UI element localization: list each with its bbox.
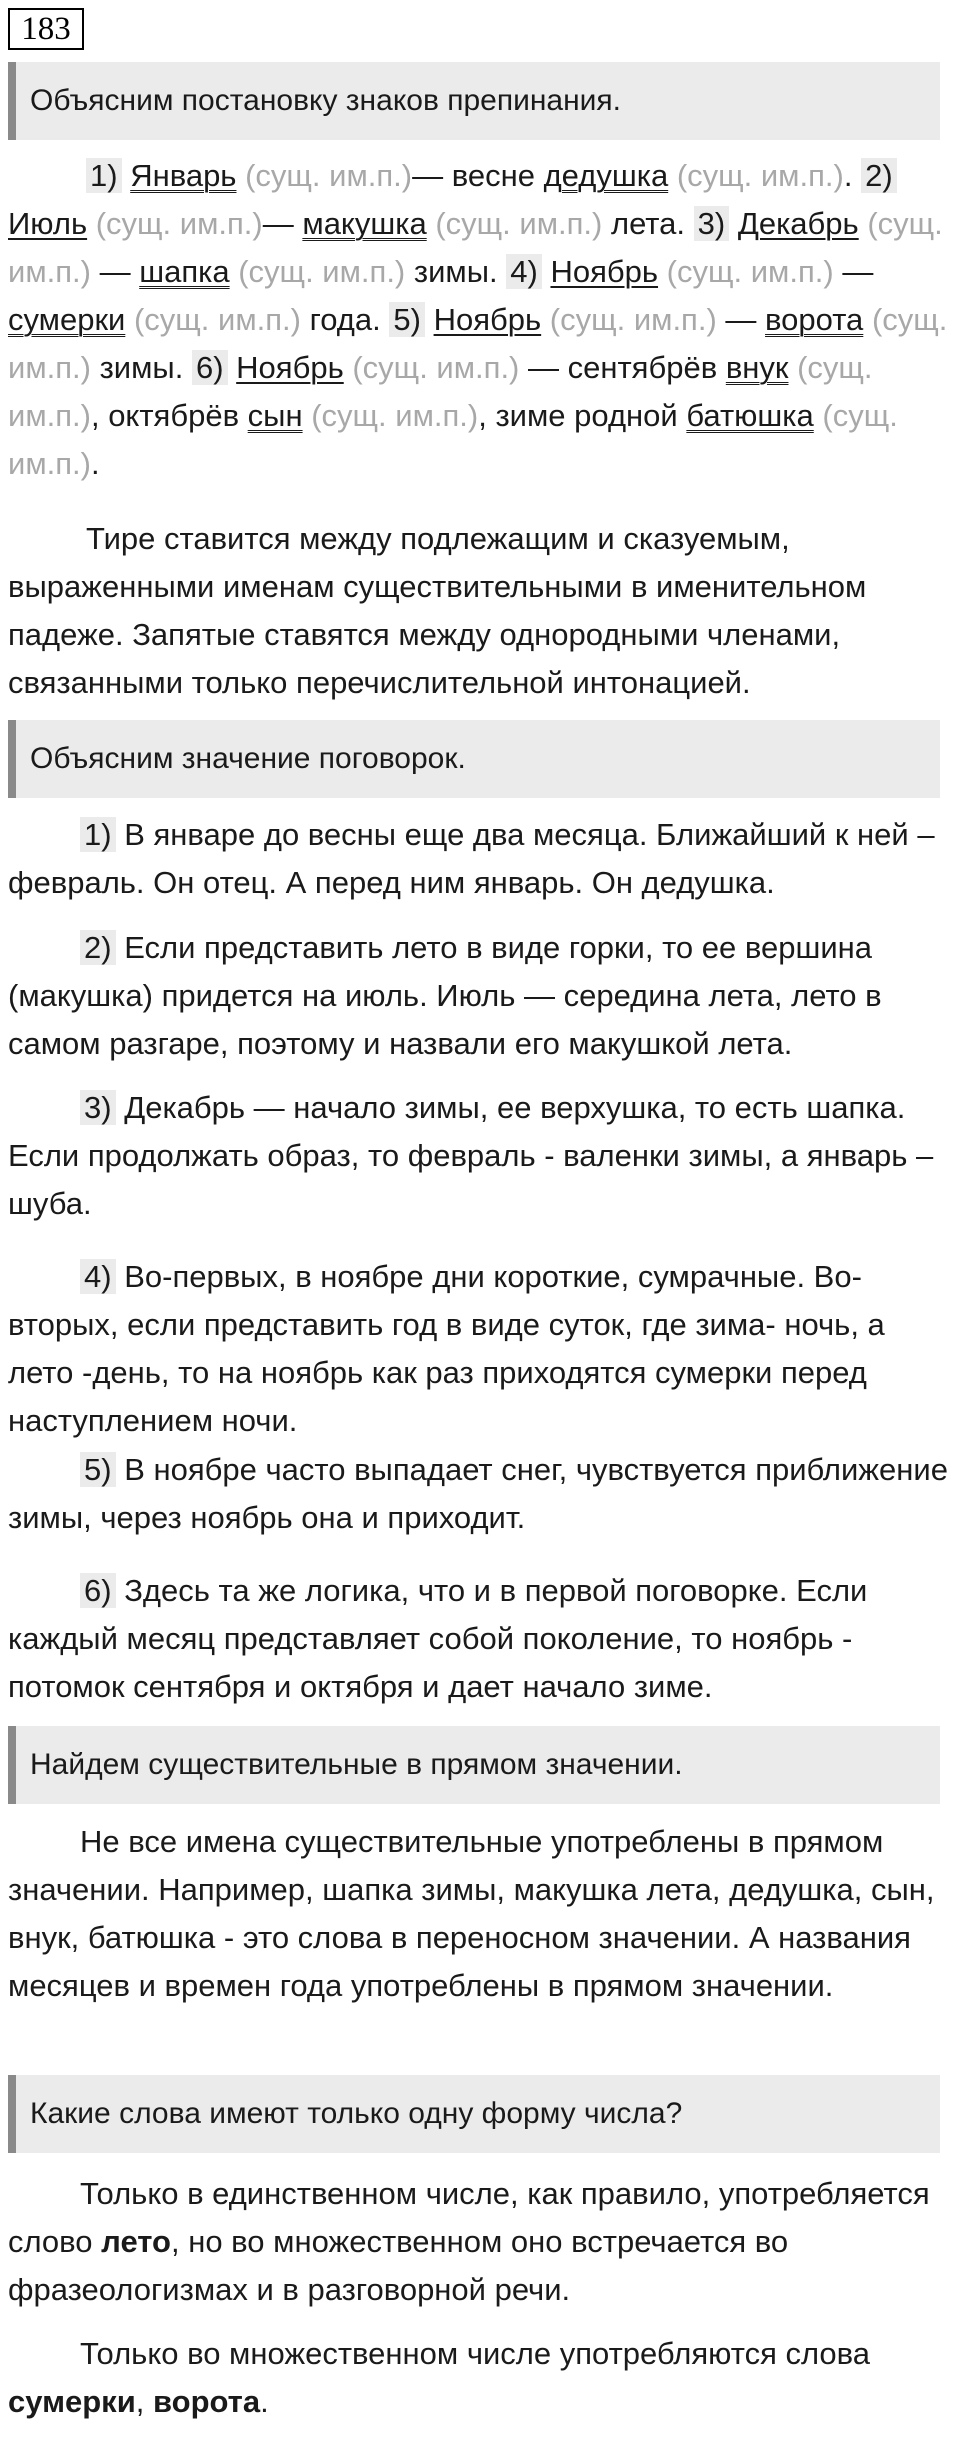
- predicate-word: макушка: [302, 206, 427, 241]
- predicate-word: батюшка: [686, 398, 814, 433]
- predicate-word: внук: [725, 350, 789, 385]
- section-header-label: Найдем существительные в прямом значении.: [30, 1748, 683, 1781]
- section-header-label: Какие слова имеют только одну форму числа?: [30, 2097, 683, 2130]
- predicate-word: дедушка: [543, 158, 669, 193]
- highlighted-word: лето: [101, 2224, 171, 2259]
- section-header-label: Объясним значение поговорок.: [30, 742, 466, 775]
- grammar-tag: (сущ. им.п.): [238, 254, 406, 289]
- item-number: 1): [80, 817, 116, 852]
- section-header-punctuation: [8, 62, 940, 140]
- subject-word: Декабрь: [737, 206, 859, 241]
- grammar-tag: (сущ. им.п.): [549, 302, 717, 337]
- item-number: 6): [80, 1573, 116, 1608]
- plural-only-paragraph: Только во множественном числе употребляются слова сумерки, ворота.: [8, 2336, 871, 2419]
- section-header-direct-meaning: [8, 1726, 940, 1804]
- item-number: 1): [86, 158, 122, 193]
- item-number: 2): [80, 930, 116, 965]
- punctuation-example-paragraph: 1) Январь (сущ. им.п.)— весне дедушка (сущ. им.п.). 2) Июль (сущ. им.п.)— макушка (сущ. им.п.) лета. 3) Декабрь (сущ. им.п.) — шапка (сущ. им.п.) зимы. 4) Ноябрь (сущ. им.п.) — сумерки (сущ. им.п.) года. 5) Ноябрь (сущ. им.п.) — ворота (сущ. им.п.) зимы. 6) Ноябрь (сущ. им.п.) — сентябрёв внук (сущ. им.п.), октябрёв сын (сущ. им.п.), зиме родной батюшка (сущ. им.п.).: [8, 158, 948, 481]
- direct-meaning-paragraph: Не все имена существительные употреблены в прямом значении. Например, шапка зимы, макушка лета, дедушка, сын, внук, батюшка - это слова в переносном значении. А названия месяцев и времен года употреблены в прямом значении.: [8, 1824, 935, 2003]
- grammar-tag: (сущ. им.п.): [311, 398, 479, 433]
- grammar-tag: (сущ. им.п.): [133, 302, 301, 337]
- proverb-explanation-4: 4) Во-первых, в ноябре дни короткие, сумрачные. Во-вторых, если представить год в виде суток, где зима- ночь, а лето -день, то на ноябрь как раз приходятся сумерки перед наступлением ночи.: [8, 1259, 885, 1438]
- predicate-word: сумерки: [8, 302, 126, 337]
- grammar-tag: (сущ. им.п.): [8, 398, 898, 481]
- rule-paragraph: Тире ставится между подлежащим и сказуемым, выраженными именам существительными в именительном падеже. Запятые ставятся между однородными членами, связанными только перечислительной интонацией.: [8, 521, 867, 700]
- grammar-tag: (сущ. им.п.): [666, 254, 834, 289]
- subject-word: Ноябрь: [433, 302, 542, 337]
- highlighted-word: сумерки: [8, 2384, 136, 2419]
- item-number: 4): [80, 1259, 116, 1294]
- highlighted-word: ворота: [153, 2384, 261, 2419]
- proverb-explanation-1: 1) В январе до весны еще два месяца. Ближайший к ней – февраль. Он отец. А перед ним январь. Он дедушка.: [8, 817, 935, 900]
- item-number: 5): [389, 302, 425, 337]
- proverb-explanation-6: 6) Здесь та же логика, что и в первой поговорке. Если каждый месяц представляет собой поколение, то ноябрь - потомок сентября и октября и дает начало зиме.: [8, 1573, 868, 1704]
- singular-only-paragraph: Только в единственном числе, как правило, употребляется слово лето, но во множественном оно встречается во фразеологизмах и в разговорной речи.: [8, 2176, 930, 2307]
- predicate-word: шапка: [139, 254, 230, 289]
- subject-word: Ноябрь: [550, 254, 659, 289]
- grammar-tag: (сущ. им.п.): [352, 350, 520, 385]
- item-number: 5): [80, 1452, 116, 1487]
- exercise-number: 183: [8, 8, 84, 50]
- grammar-tag: (сущ. им.п.): [435, 206, 603, 241]
- subject-word: Ноябрь: [236, 350, 344, 385]
- grammar-tag: (сущ. им.п.): [676, 158, 844, 193]
- subject-word: Июль: [8, 206, 88, 241]
- subject-word: Январь: [130, 158, 237, 193]
- grammar-tag: (сущ. им.п.): [245, 158, 413, 193]
- item-number: 6): [192, 350, 228, 385]
- section-header-proverbs: [8, 720, 940, 798]
- predicate-word: ворота: [765, 302, 864, 337]
- item-number: 4): [506, 254, 542, 289]
- item-number: 3): [694, 206, 730, 241]
- section-header-number-forms: [8, 2075, 940, 2153]
- item-number: 3): [80, 1090, 116, 1125]
- predicate-word: сын: [247, 398, 303, 433]
- proverb-explanation-5: 5) В ноябре часто выпадает снег, чувствуется приближение зимы, через ноябрь она и приходит.: [8, 1452, 948, 1535]
- section-header-label: Объясним постановку знаков препинания.: [30, 84, 622, 117]
- grammar-tag: (сущ. им.п.): [8, 350, 873, 433]
- grammar-tag: (сущ. им.п.): [95, 206, 263, 241]
- grammar-tag: (сущ. им.п.): [8, 206, 943, 289]
- item-number: 2): [861, 158, 897, 193]
- grammar-tag: (сущ. им.п.): [8, 302, 948, 385]
- proverb-explanation-2: 2) Если представить лето в виде горки, то ее вершина (макушка) придется на июль. Июль — середина лета, лето в самом разгаре, поэтому и назвали его макушкой лета.: [8, 930, 882, 1061]
- proverb-explanation-3: 3) Декабрь — начало зимы, ее верхушка, то есть шапка. Если продолжать образ, то февраль - валенки зимы, а январь – шуба.: [8, 1090, 934, 1221]
